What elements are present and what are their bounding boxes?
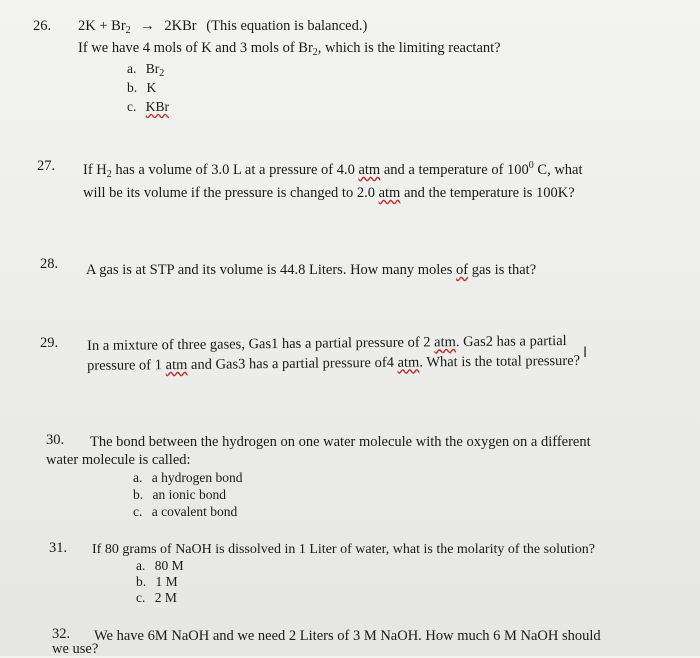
question-number: 27. — [37, 158, 56, 174]
option-a: a. $Br_2$ — [127, 61, 165, 79]
question-27-line-2: will be its volume if the pressure is changed to 2.0 atm and the temperature is 100K? — [83, 185, 575, 201]
question-number: 32. — [52, 626, 71, 642]
option-b: b. K — [127, 80, 157, 95]
option-c: c. a covalent bond — [133, 504, 238, 519]
question-26-text: If we have 4 mols of K and 3 mols of $Br_2$, which is the limiting reactant? — [78, 40, 501, 58]
option-a: a. 80 M — [136, 558, 184, 573]
question-number: 29. — [40, 335, 59, 351]
question-26-equation: $2K + Br_2 \to 2KBr$ (This equation is balanced.) — [78, 18, 368, 36]
question-30-line-1: The bond between the hydrogen on one water molecule with the oxygen on a different — [90, 434, 591, 450]
question-30-line-2: water molecule is called: — [46, 452, 191, 468]
text-cursor-icon: I — [583, 345, 588, 361]
option-b: b. 1 M — [136, 574, 178, 589]
option-b: b. an ionic bond — [133, 487, 226, 502]
arrow-icon: → — [140, 18, 155, 34]
question-28-line-1: A gas is at STP and its volume is 44.8 Liters. How many moles of gas is that? — [86, 262, 537, 278]
question-29-line-1: In a mixture of three gases, Gas1 has a partial pressure of 2 atm. Gas2 has a partial — [87, 332, 567, 354]
option-a: a. a hydrogen bond — [133, 470, 243, 485]
question-number: 26. — [33, 18, 52, 34]
option-c: c. KBr — [127, 99, 169, 114]
question-32-line-1: We have 6M NaOH and we need 2 Liters of 3 M NaOH. How much 6 M NaOH should — [94, 628, 601, 644]
question-31-line-1: If 80 grams of NaOH is dissolved in 1 Liter of water, what is the molarity of the solution? — [92, 542, 595, 557]
question-32-line-2: we use? — [52, 641, 99, 657]
question-number: 30. — [46, 432, 65, 448]
question-29-line-2: pressure of 1 atm and Gas3 has a partial pressure of4 atm. What is the total pressure? — [87, 352, 581, 374]
question-number: 31. — [49, 540, 68, 556]
option-c: c. 2 M — [136, 590, 177, 605]
question-27-line-1: If $H_2$ has a volume of 3.0 L at a pressure of 4.0 atm and a temperature of $100^0$ C, what — [83, 160, 583, 180]
question-number: 28. — [40, 256, 59, 272]
